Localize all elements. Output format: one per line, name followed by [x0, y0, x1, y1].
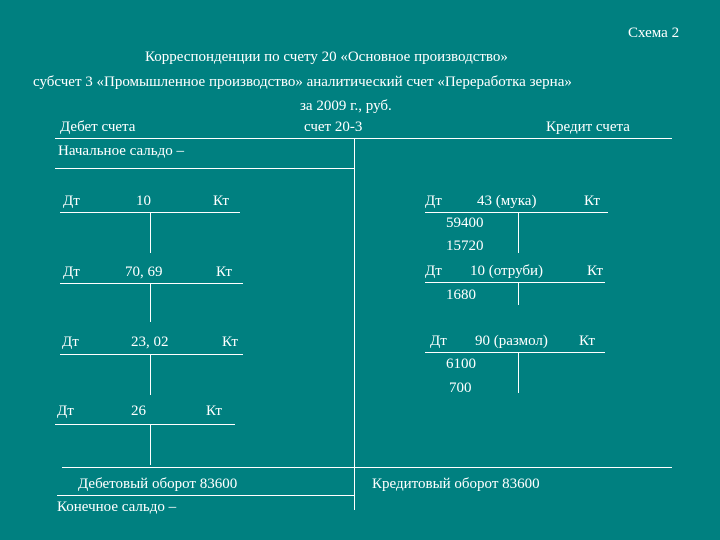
debit-entry-1-account: 10 [136, 193, 151, 209]
debit-entry-3-account: 23, 02 [131, 334, 169, 350]
credit-entry-3-kt: Кт [579, 333, 595, 349]
title-line-3: за 2009 г., руб. [300, 98, 392, 114]
debit-entry-2-kt: Кт [216, 264, 232, 280]
credit-turnover: Кредитовый оборот 83600 [372, 476, 540, 492]
credit-entry-1-amount-1: 59400 [446, 215, 484, 231]
title-line-1: Корреспонденции по счету 20 «Основное производство» [145, 49, 508, 65]
title-line-2: субсчет 3 «Промышленное производство» аналитический счет «Переработка зерна» [33, 74, 572, 90]
debit-entry-1-divider [150, 213, 151, 253]
debit-entry-4-divider [150, 425, 151, 465]
credit-entry-1-kt: Кт [584, 193, 600, 209]
debit-turnover-line [57, 495, 354, 496]
credit-entry-2-kt: Кт [587, 263, 603, 279]
credit-entry-3-divider [518, 353, 519, 393]
scheme-label: Схема 2 [628, 25, 680, 41]
debit-entry-1-kt: Кт [213, 193, 229, 209]
credit-entry-1-dt: Дт [425, 193, 442, 209]
debit-entry-4-dt: Дт [57, 403, 74, 419]
debit-entry-3-line [60, 354, 243, 355]
credit-entry-2-amount-1: 1680 [446, 287, 476, 303]
debit-entry-2-account: 70, 69 [125, 264, 163, 280]
opening-balance-line [55, 168, 354, 169]
debit-entry-3-divider [150, 355, 151, 395]
debit-entry-2-divider [150, 284, 151, 322]
credit-entry-2-divider [518, 283, 519, 305]
credit-entry-1-line [425, 212, 608, 213]
credit-entry-3-line [425, 352, 605, 353]
credit-entry-1-amount-2: 15720 [446, 238, 484, 254]
debit-entry-2-dt: Дт [63, 264, 80, 280]
credit-entry-2-account: 10 (отруби) [470, 263, 544, 279]
account-name: счет 20-3 [304, 119, 363, 135]
debit-entry-1-dt: Дт [63, 193, 80, 209]
credit-entry-1-account: 43 (мука) [477, 193, 537, 209]
credit-entry-3-amount-1: 6100 [446, 356, 476, 372]
opening-balance: Начальное сальдо – [58, 143, 185, 159]
credit-header: Кредит счета [546, 119, 630, 135]
credit-entry-2-line [425, 282, 605, 283]
debit-entry-3-dt: Дт [62, 334, 79, 350]
debit-entry-4-line [55, 424, 235, 425]
credit-entry-3-amount-2: 700 [449, 380, 472, 396]
credit-entry-2-dt: Дт [425, 263, 442, 279]
debit-turnover: Дебетовый оборот 83600 [78, 476, 238, 492]
debit-header: Дебет счета [60, 119, 136, 135]
main-account-center-line [354, 139, 355, 510]
debit-entry-3-kt: Кт [222, 334, 238, 350]
debit-entry-4-account: 26 [131, 403, 146, 419]
turnover-line [62, 467, 672, 468]
credit-entry-3-dt: Дт [430, 333, 447, 349]
debit-entry-4-kt: Кт [206, 403, 222, 419]
debit-entry-2-line [60, 283, 243, 284]
closing-balance: Конечное сальдо – [57, 499, 177, 515]
credit-entry-3-account: 90 (размол) [475, 333, 548, 349]
credit-entry-1-divider [518, 213, 519, 253]
main-account-top-line [55, 138, 672, 139]
